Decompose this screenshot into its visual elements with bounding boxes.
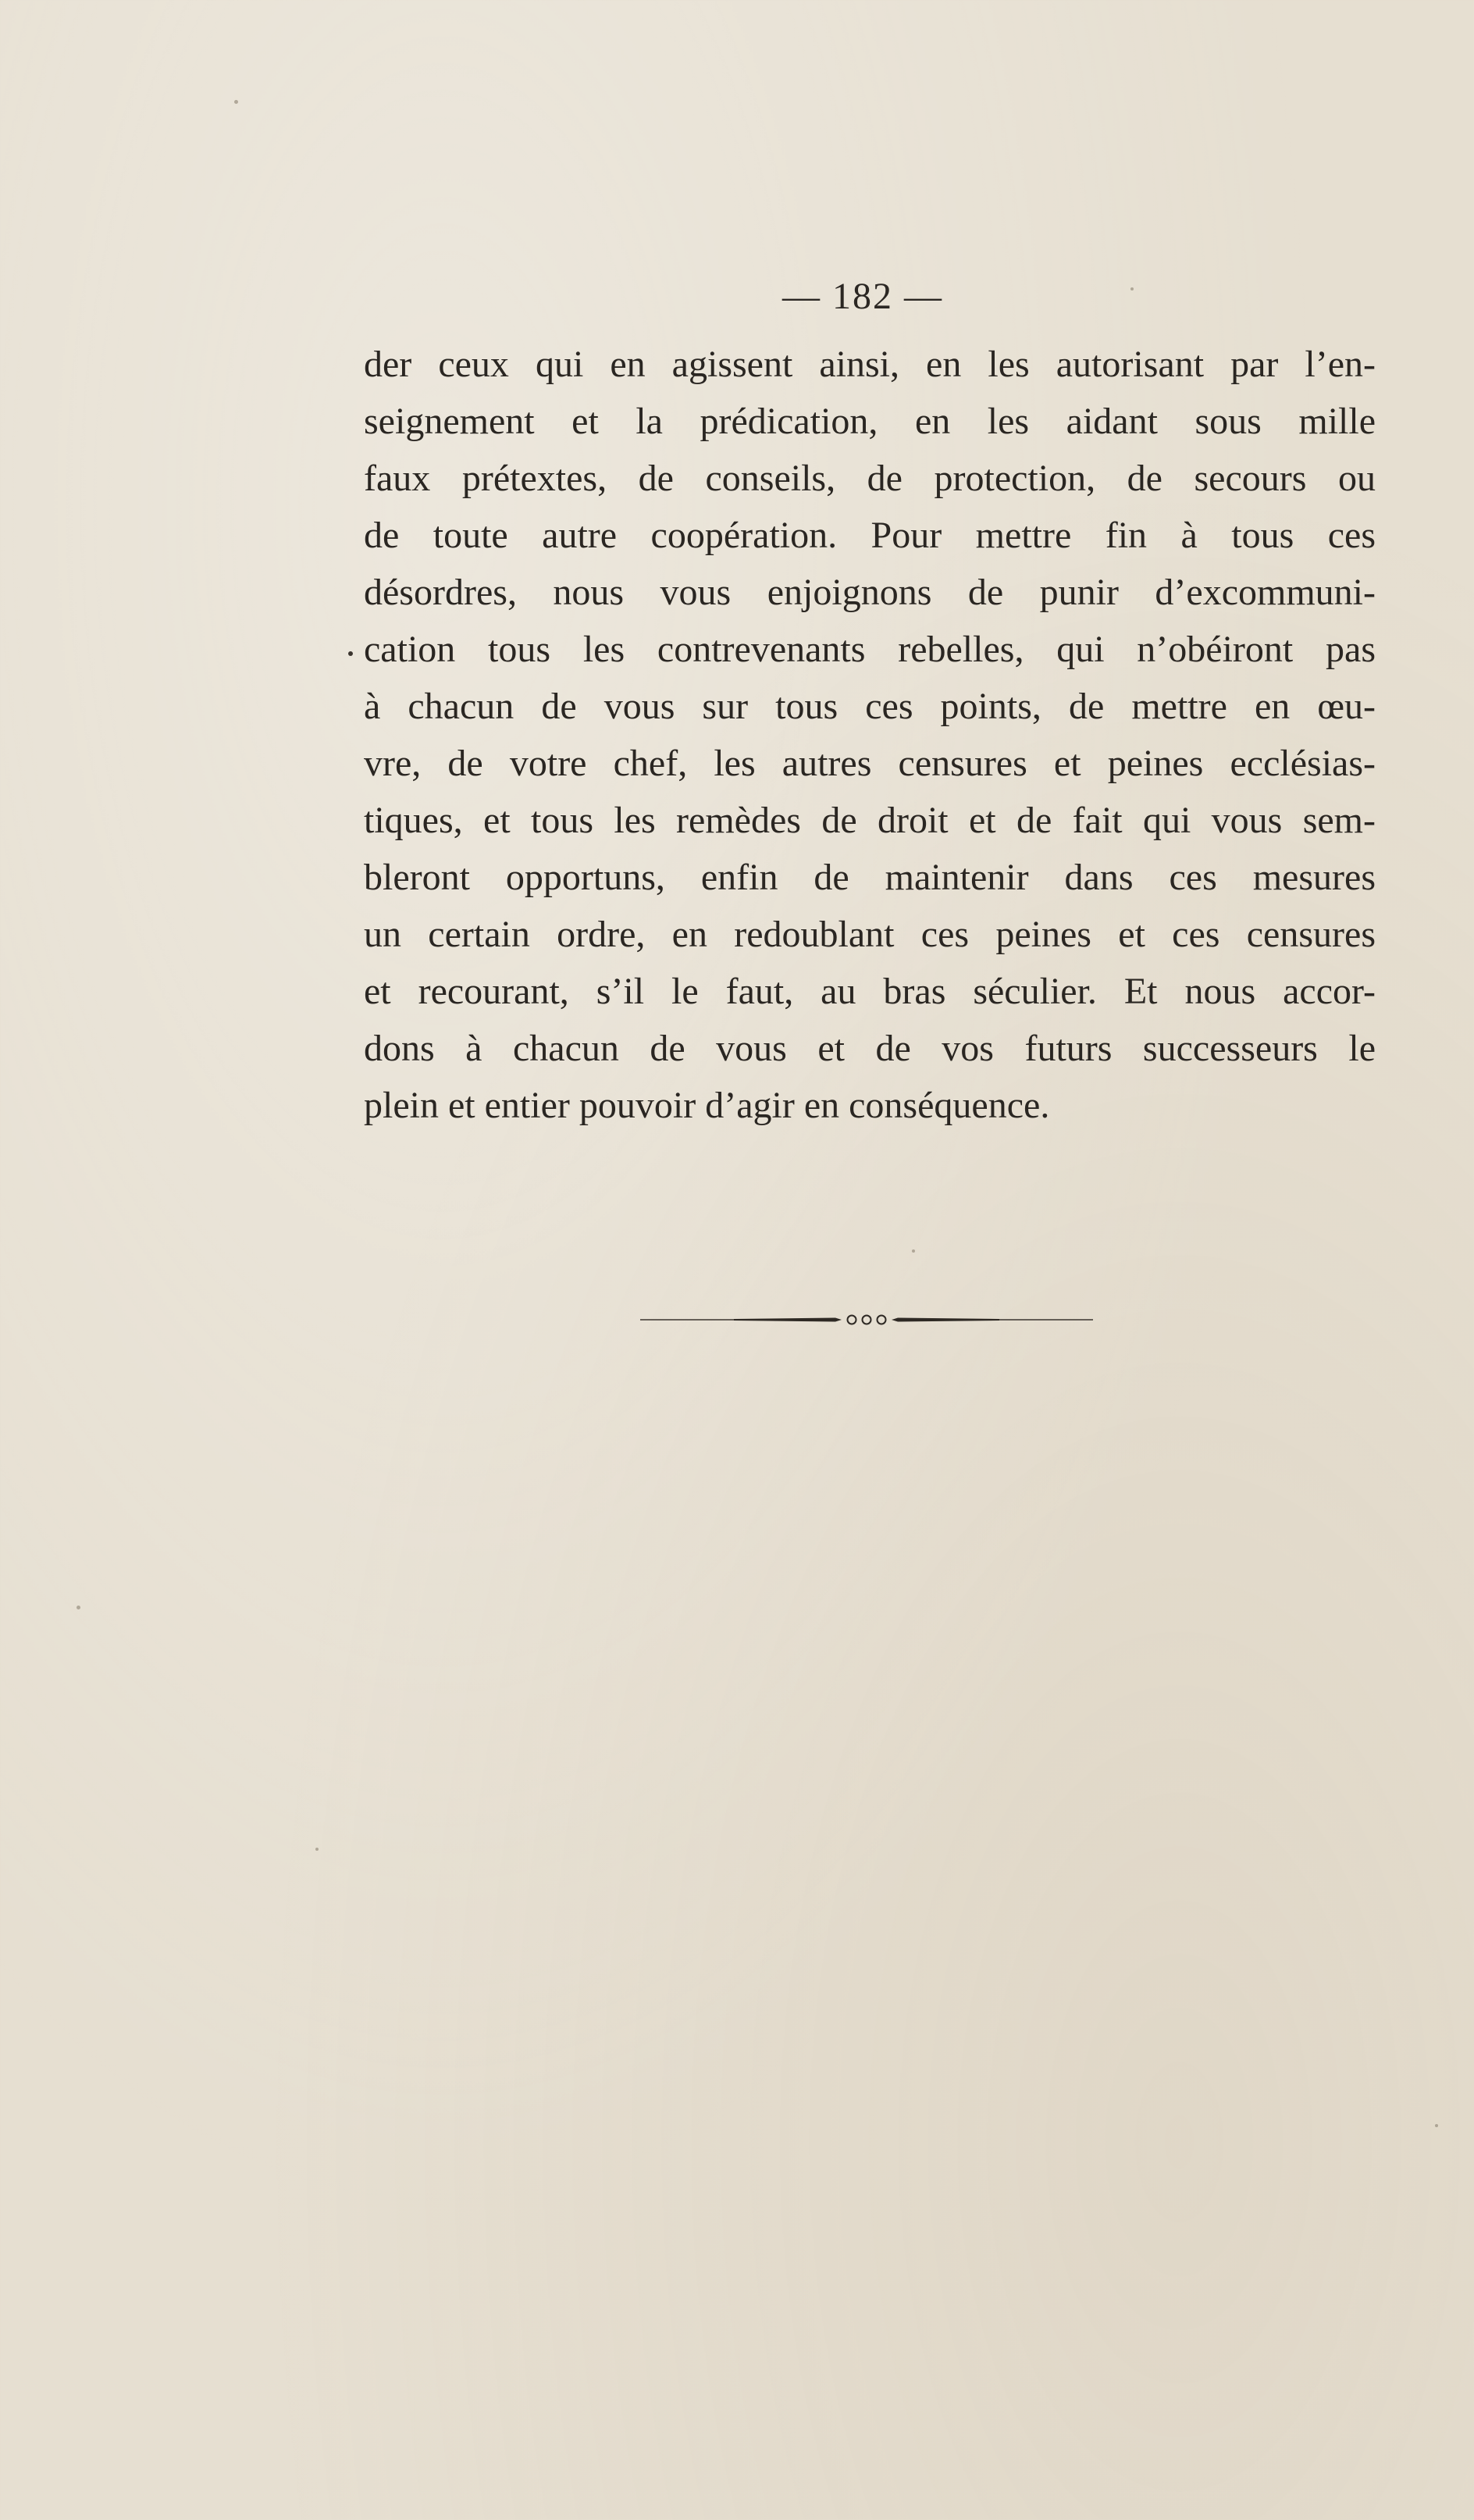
paper-speck [234,100,238,104]
paper-speck [315,1848,319,1851]
text-line: faux prétextes, de conseils, de protection, de secours ou [364,458,1376,499]
paper-speck [1435,2124,1438,2127]
text-line: de toute autre coopération. Pour mettre fin à tous ces [364,515,1376,556]
body-text [364,336,1376,1134]
text-line: seignement et la prédication, en les aidant sous mille [364,401,1376,442]
page-number: — 182 — [782,276,943,317]
text-line: et recourant, s’il le faut, au bras séculier. Et nous accor- [364,971,1376,1012]
text-line: désordres, nous vous enjoignons de punir d’excommuni- [364,572,1376,613]
paper-speck [1130,287,1134,290]
text-line: un certain ordre, en redoublant ces peines et ces censures [364,914,1376,955]
margin-mark [348,651,353,656]
text-line: à chacun de vous sur tous ces points, de mettre en œu- [364,686,1376,727]
paper-speck [912,1249,915,1253]
text-line: vre, de votre chef, les autres censures et peines ecclésias- [364,743,1376,784]
text-line: tiques, et tous les remèdes de droit et de fait qui vous sem- [364,800,1376,841]
text-line: cation tous les contrevenants rebelles, qui n’obéiront pas [364,629,1376,670]
text-line: plein et entier pouvoir d’agir en conséquence. [364,1085,1050,1126]
text-line: bleront opportuns, enfin de maintenir dans ces mesures [364,857,1376,898]
end-of-section-rule-icon [640,1312,1093,1328]
text-line: dons à chacun de vous et de vos futurs successeurs le [364,1028,1376,1069]
paper-speck [77,1606,80,1609]
text-line: der ceux qui en agissent ainsi, en les autorisant par l’en- [364,344,1376,385]
